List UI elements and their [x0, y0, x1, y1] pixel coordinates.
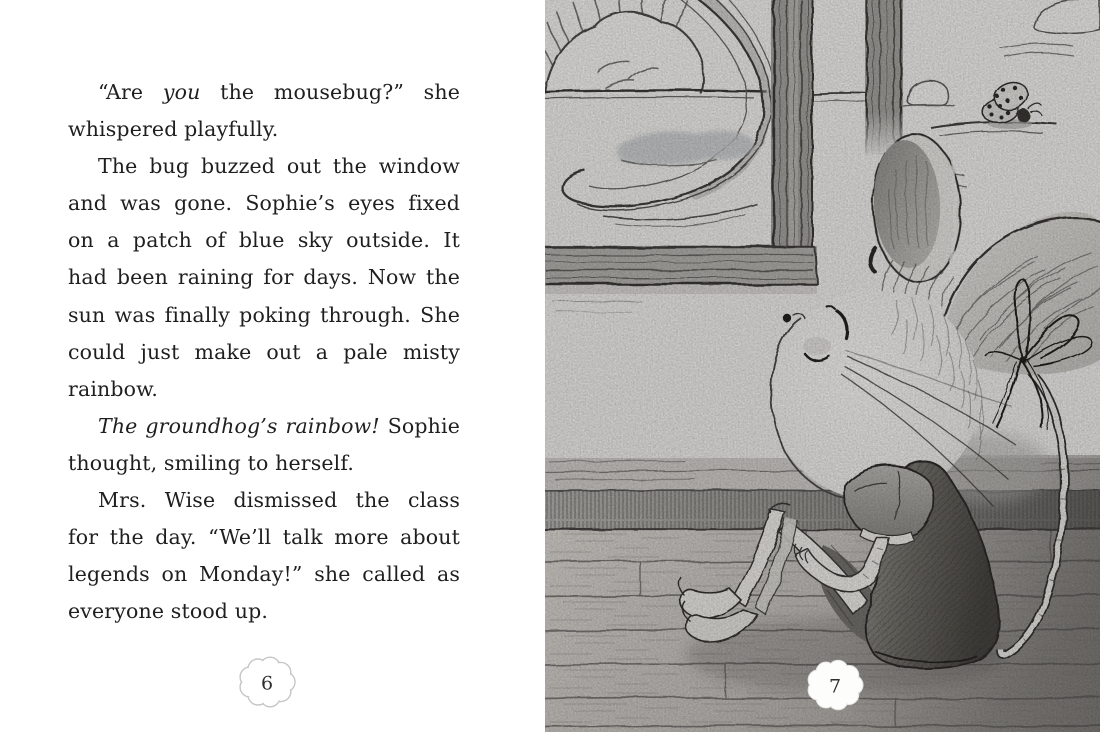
text-line: Mrs. Wise dismissed the class [98, 488, 460, 513]
page-number-badge [235, 650, 299, 714]
text-line: had been raining for days. Now the [68, 265, 460, 290]
text-line: and was gone. Sophie’s eyes fixed [68, 191, 460, 216]
page-number: 6 [260, 672, 274, 695]
text-line: The bug buzzed out the window [98, 154, 460, 179]
text-line: sun was finally poking through. She [68, 302, 460, 327]
text-line: The groundhog’s rainbow! Sophie [98, 413, 461, 438]
text-line: everyone stood up. [68, 599, 269, 624]
text-line: on a patch of blue sky outside. It [68, 228, 460, 253]
story-text [68, 74, 460, 630]
text-line: thought, smiling to herself. [68, 450, 355, 475]
page-number: 7 [828, 675, 842, 698]
text-line: whispered playfully. [68, 117, 279, 142]
illustration [545, 0, 1100, 732]
flower-badge-icon [240, 657, 295, 707]
text-line: for the day. “We’ll talk more about [68, 525, 460, 550]
paper-grain [545, 0, 1100, 732]
text-line: “Are you the mousebug?” she [98, 80, 460, 104]
right-page [545, 0, 1100, 732]
left-page [0, 0, 545, 732]
text-line: legends on Monday!” she called as [68, 562, 460, 587]
text-line: rainbow. [68, 376, 159, 401]
text-line: could just make out a pale misty [68, 339, 460, 364]
